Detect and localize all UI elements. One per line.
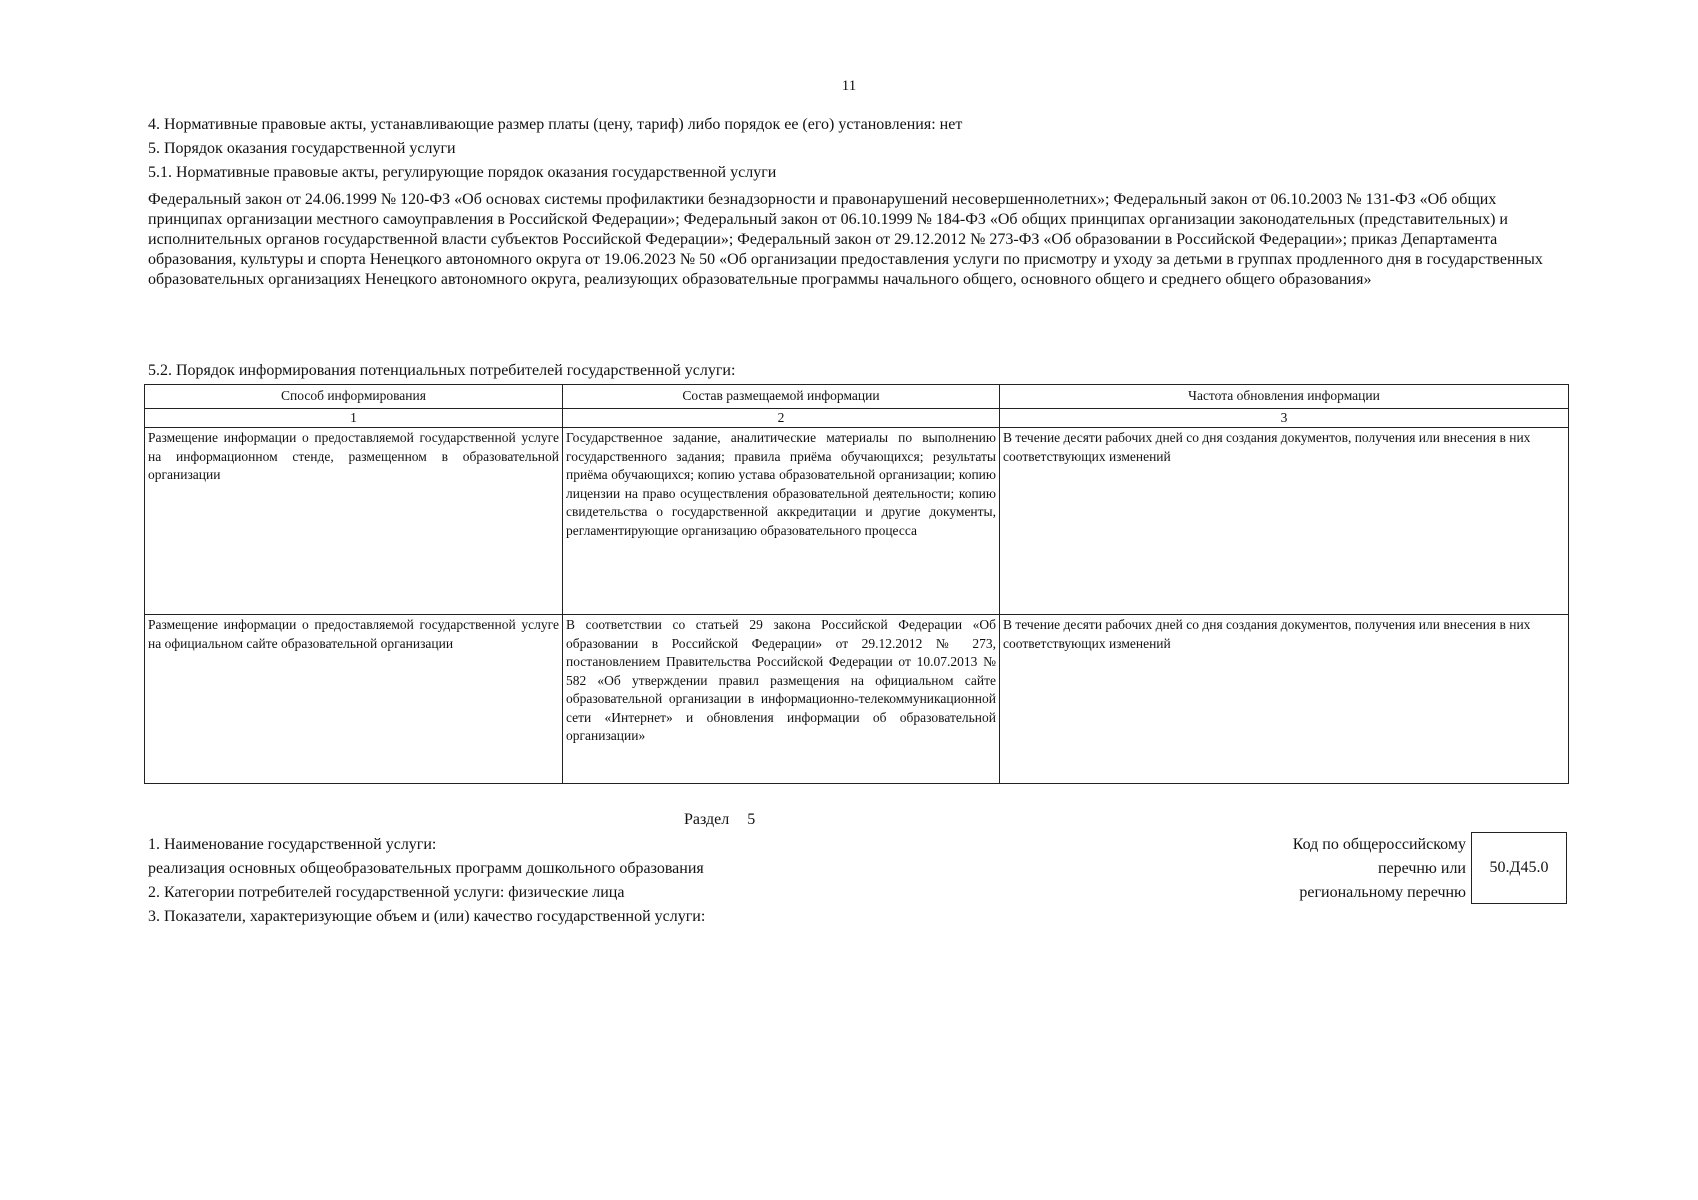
cell-method: Размещение информации о предоставляемой государственной услуге на официальном сайте образовательной организации bbox=[145, 615, 563, 784]
item-4-fees: 4. Нормативные правовые акты, устанавливающие размер платы (цену, тариф) либо порядок ее (его) установления: нет bbox=[148, 116, 963, 133]
column-number: 3 bbox=[1000, 408, 1569, 428]
section-item-2: 2. Категории потребителей государственной услуги: физические лица bbox=[148, 884, 625, 901]
service-code-value: 50.Д45.0 bbox=[1489, 859, 1549, 876]
page-number: 11 bbox=[841, 78, 857, 94]
service-code-box bbox=[1471, 832, 1567, 904]
table-row bbox=[145, 428, 1569, 615]
header-frequency: Частота обновления информации bbox=[1000, 385, 1569, 409]
header-method: Способ информирования bbox=[145, 385, 563, 409]
column-number: 1 bbox=[145, 408, 563, 428]
header-content: Состав размещаемой информации bbox=[563, 385, 1000, 409]
cell-frequency: В течение десяти рабочих дней со дня создания документов, получения или внесения в них соответствующих изменений bbox=[1000, 615, 1569, 784]
informing-table bbox=[144, 384, 1569, 784]
service-name: реализация основных общеобразовательных программ дошкольного образования bbox=[148, 860, 704, 877]
section-item-3: 3. Показатели, характеризующие объем и (или) качество государственной услуги: bbox=[148, 908, 706, 925]
section-item-1: 1. Наименование государственной услуги: bbox=[148, 836, 437, 853]
code-label-line-2: перечню или bbox=[1377, 860, 1466, 877]
table-row bbox=[145, 615, 1569, 784]
legal-acts-text: Федеральный закон от 24.06.1999 № 120-ФЗ «Об основах системы профилактики безнадзорности и правонарушений несовершеннолетних»; Федеральный закон от 06.10.2003 № 131-ФЗ «Об общих принципах организации местного самоуправления в Российской Федерации»; Федеральный закон от 06.10.1999 № 184-ФЗ «Об общих принципах организации законодательных (представительных) и исполнительных органов государственной власти субъектов Российской Федерации»; Федеральный закон от 29.12.2012 № 273-ФЗ «Об образовании в Российской Федерации»; приказ Департамента образования, культуры и спорта Ненецкого автономного округа от 19.06.2023 № 50 «Об организации предоставления услуги по присмотру и уходу за детьми в группах продленного дня в государственных образовательных организациях Ненецкого автономного округа, реализующих образовательные программы начального общего, основного общего и среднего общего образования» bbox=[148, 191, 1543, 288]
item-5-1-acts: 5.1. Нормативные правовые акты, регулирующие порядок оказания государственной услуги bbox=[148, 164, 777, 181]
code-label-line-1: Код по общероссийскому bbox=[1292, 836, 1466, 853]
cell-content: В соответствии со статьей 29 закона Российской Федерации «Об образовании в Российской Федерации» от 29.12.2012 № 273, постановлением Правительства Российской Федерации от 10.07.2013 № 582 «Об утверждении правил размещения на официальном сайте образовательной организации в информационно-телекоммуникационной сети «Интернет» и обновления информации об образовательной организации» bbox=[563, 615, 1000, 784]
cell-frequency: В течение десяти рабочих дней со дня создания документов, получения или внесения в них соответствующих изменений bbox=[1000, 428, 1569, 615]
table-header-row bbox=[145, 385, 1569, 409]
cell-method: Размещение информации о предоставляемой государственной услуге на информационном стенде, размещенном в образовательной организации bbox=[145, 428, 563, 615]
item-5-procedure: 5. Порядок оказания государственной услуги bbox=[148, 140, 456, 157]
code-label-line-3: региональному перечню bbox=[1299, 884, 1466, 901]
section-title: Раздел 5 bbox=[684, 811, 756, 828]
cell-content: Государственное задание, аналитические материалы по выполнению государственного задания; правила приёма обучающихся; результаты приёма обучающихся; копию устава образовательной организации; копию лицензии на право осуществления образовательной деятельности; копию свидетельства о государственной аккредитации и другие документы, регламентирующие организацию образовательного процесса bbox=[563, 428, 1000, 615]
column-number: 2 bbox=[563, 408, 1000, 428]
item-5-2-informing: 5.2. Порядок информирования потенциальных потребителей государственной услуги: bbox=[148, 362, 736, 379]
table-number-row bbox=[145, 408, 1569, 428]
